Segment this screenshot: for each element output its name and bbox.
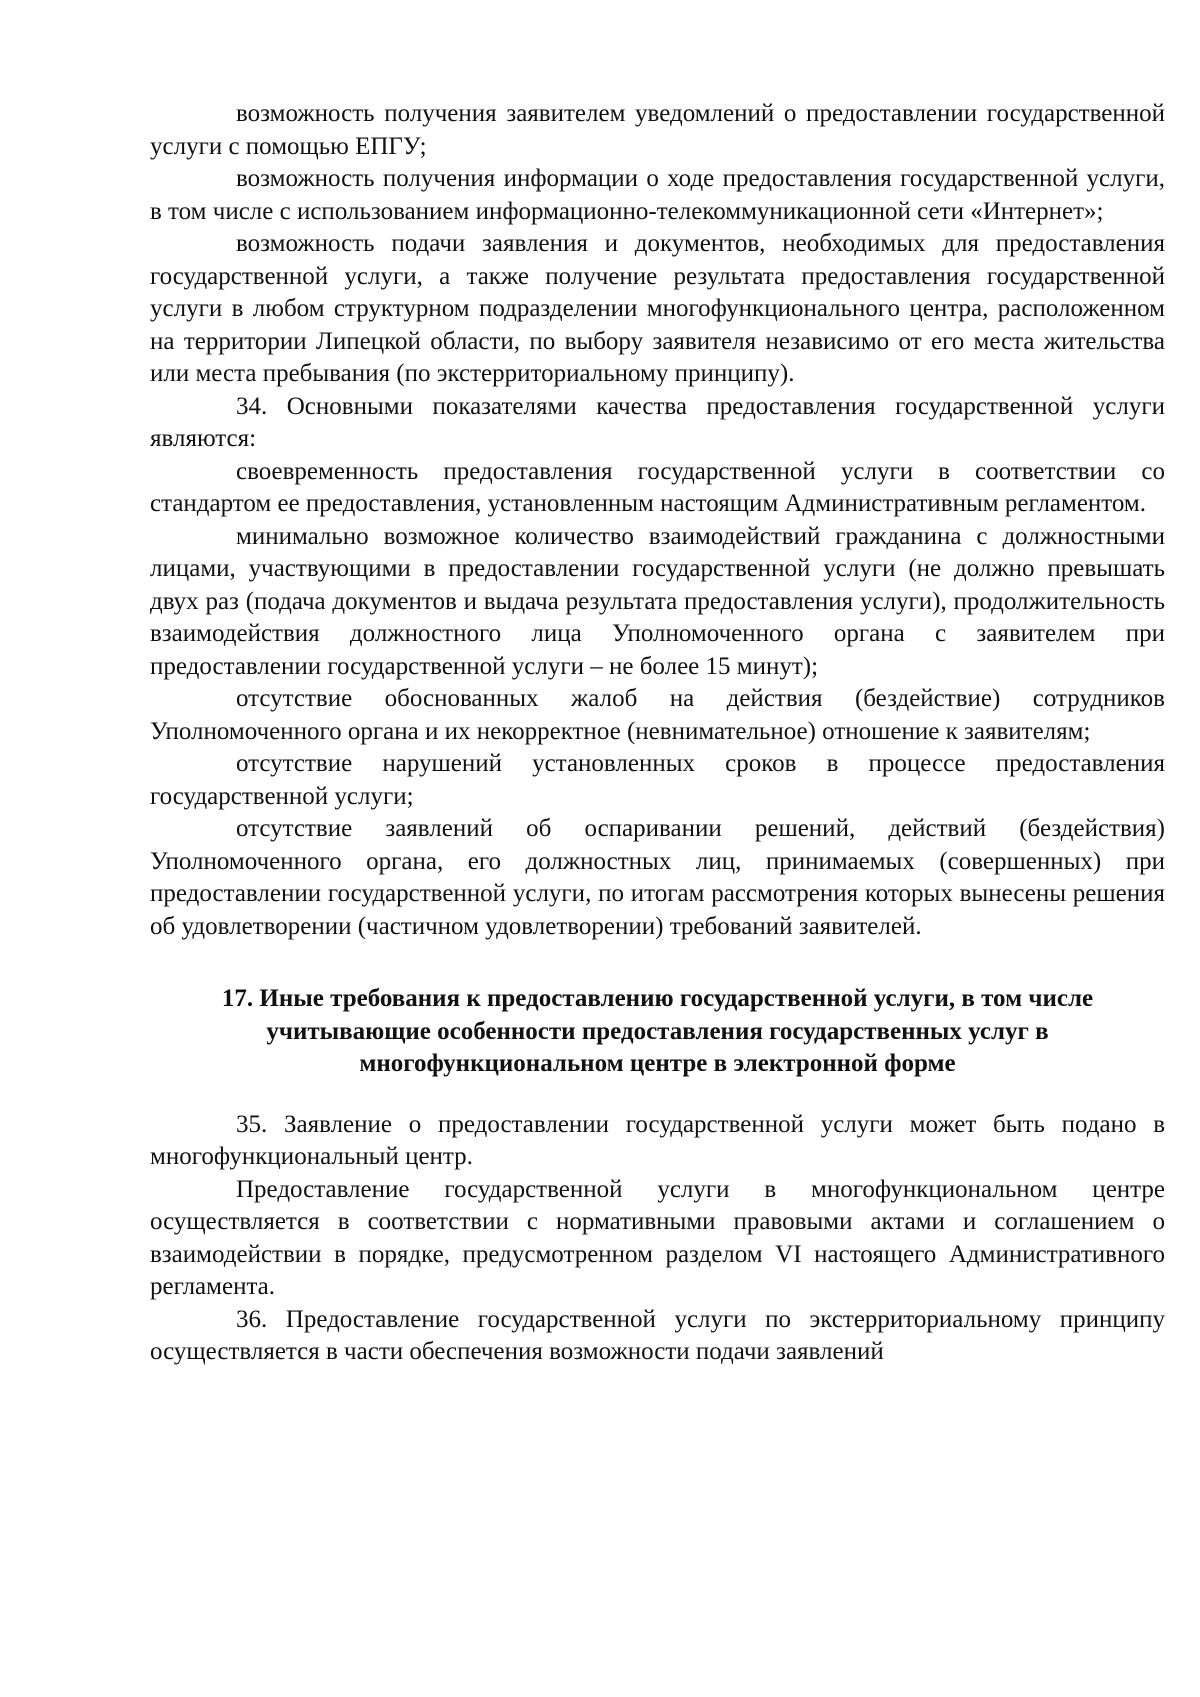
paragraph-epgu-notifications: возможность получения заявителем уведомлений о предоставлении государственной услуги с помощью ЕПГУ;	[150, 100, 1165, 160]
section-heading-17	[150, 983, 1165, 1081]
paragraph-34-quality-indicators: 34. Основными показателями качества предоставления государственной услуги являются:	[150, 392, 1165, 452]
paragraph-35-mfc-submission: 35. Заявление о предоставлении государственной услуги может быть подано в многофункциональный центр.	[150, 1110, 1165, 1170]
paragraph-36-extraterritorial: 36. Предоставление государственной услуги по экстерриториальному принципу осуществляется в части обеспечения возможности подачи заявлений	[150, 1305, 1165, 1365]
paragraph-no-complaints: отсутствие обоснованных жалоб на действия (бездействие) сотрудников Уполномоченного органа и их некорректное (невнимательное) отношение к заявителям;	[150, 685, 1165, 745]
section-heading-line-2: учитывающие особенности предоставления государственных услуг в	[266, 1017, 1049, 1045]
document-page	[150, 98, 1165, 1369]
paragraph-no-deadline-violations: отсутствие нарушений установленных сроков в процессе предоставления государственной услуги;	[150, 750, 1165, 810]
section-heading-line-1: 17. Иные требования к предоставлению государственной услуги, в том числе	[221, 985, 1094, 1012]
paragraph-mfc-provision: Предоставление государственной услуги в многофункциональном центре осуществляется в соответствии с нормативными правовыми актами и соглашением о взаимодействии в порядке, предусмотренном разделом VI настоящего Административного регламента.	[150, 1175, 1165, 1300]
paragraph-no-appeals: отсутствие заявлений об оспаривании решений, действий (бездействия) Уполномоченного органа, его должностных лиц, принимаемых (совершенных) при предоставлении государственной услуги, по итогам рассмотрения которых вынесены решения об удовлетворении (частичном удовлетворении) требований заявителей.	[150, 815, 1165, 940]
section-heading-line-3: многофункциональном центре в электронной форме	[359, 1050, 956, 1077]
paragraph-submission-any-mfc: возможность подачи заявления и документов, необходимых для предоставления государственной услуги, а также получение результата предоставления государственной услуги в любом структурном подразделении многофункционального центра, расположенном на территории Липецкой области, по выбору заявителя независимо от его места жительства или места пребывания (по экстерриториальному принципу).	[150, 230, 1165, 387]
paragraph-min-interactions: минимально возможное количество взаимодействий гражданина с должностными лицами, участвующими в предоставлении государственной услуги (не должно превышать двух раз (подача документов и выдача результата предоставления услуги), продолжительность взаимодействия должностного лица Уполномоченного органа с заявителем при предоставлении государственной услуги – не более 15 минут);	[150, 522, 1165, 680]
paragraph-service-progress-info: возможность получения информации о ходе предоставления государственной услуги, в том числе с использованием информационно-телекоммуникационной сети «Интернет»;	[150, 165, 1165, 225]
paragraph-timeliness: своевременность предоставления государственной услуги в соответствии со стандартом ее предоставления, установленным настоящим Административным регламентом.	[150, 457, 1165, 517]
